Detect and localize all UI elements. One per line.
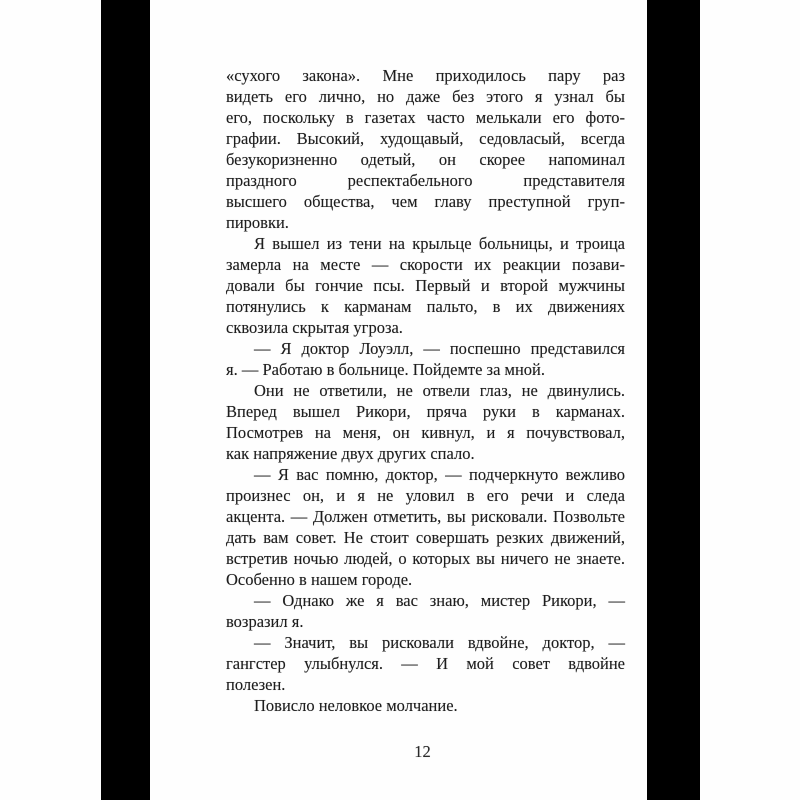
text-line: как напряжение двух других спало. xyxy=(226,444,475,463)
text-line: потянулись к карманам пальто, в их движениях xyxy=(226,297,625,316)
text-line: безукоризненно одетый, он скорее напоминал xyxy=(226,150,625,169)
text-line: я. — Работаю в больнице. Пойдемте за мной. xyxy=(226,360,546,379)
text-line: встретив ночью людей, о которых вы ничего не знаете. xyxy=(226,549,625,568)
text-line: графии. Высокий, худощавый, седовласый, всегда xyxy=(226,129,625,148)
text-line: пировки. xyxy=(226,213,289,232)
text-line: праздного респектабельного представителя xyxy=(226,171,625,190)
text-line: дать вам совет. Не стоит совершать резких движений, xyxy=(226,528,625,547)
text-line: довали бы гончие псы. Первый и второй мужчины xyxy=(226,276,625,295)
text-line: Вперед вышел Рикори, пряча руки в карманах. xyxy=(226,402,625,421)
text-line: высшего общества, чем главу преступной груп- xyxy=(226,192,625,211)
text-line: сквозила скрытая угроза. xyxy=(226,318,403,337)
text-line: — Значит, вы рисковали вдвойне, доктор, — xyxy=(254,633,625,652)
text-line: Я вышел из тени на крыльце больницы, и троица xyxy=(254,234,625,253)
text-line: Посмотрев на меня, он кивнул, и я почувствовал, xyxy=(226,423,625,442)
page-number: 12 xyxy=(414,742,431,761)
text-line: замерла на месте — скорости их реакции позави- xyxy=(226,255,625,274)
text-line: полезен. xyxy=(226,675,286,694)
text-line: произнес он, и я не уловил в его речи и следа xyxy=(226,486,625,505)
text-line: — Я вас помню, доктор, — подчеркнуто вежливо xyxy=(254,465,625,484)
text-line: видеть его лично, но даже без этого я узнал бы xyxy=(226,87,625,106)
text-line: его, поскольку в газетах часто мелькали его фото- xyxy=(226,108,625,127)
text-line: «сухого закона». Мне приходилось пару раз xyxy=(226,66,625,85)
text-line: Повисло неловкое молчание. xyxy=(254,696,458,715)
page-edge-shadow-right xyxy=(647,0,700,800)
page-edge-shadow-left xyxy=(101,0,150,800)
page-text-block xyxy=(226,65,625,716)
text-line: — Я доктор Лоуэлл, — поспешно представился xyxy=(254,339,625,358)
text-line: акцента. — Должен отметить, вы рисковали. Позвольте xyxy=(226,507,625,526)
text-line: Они не ответили, не отвели глаз, не двинулись. xyxy=(254,381,625,400)
text-line: гангстер улыбнулся. — И мой совет вдвойне xyxy=(226,654,625,673)
text-line: возразил я. xyxy=(226,612,304,631)
text-line: — Однако же я вас знаю, мистер Рикори, — xyxy=(254,591,625,610)
text-line: Особенно в нашем городе. xyxy=(226,570,413,589)
